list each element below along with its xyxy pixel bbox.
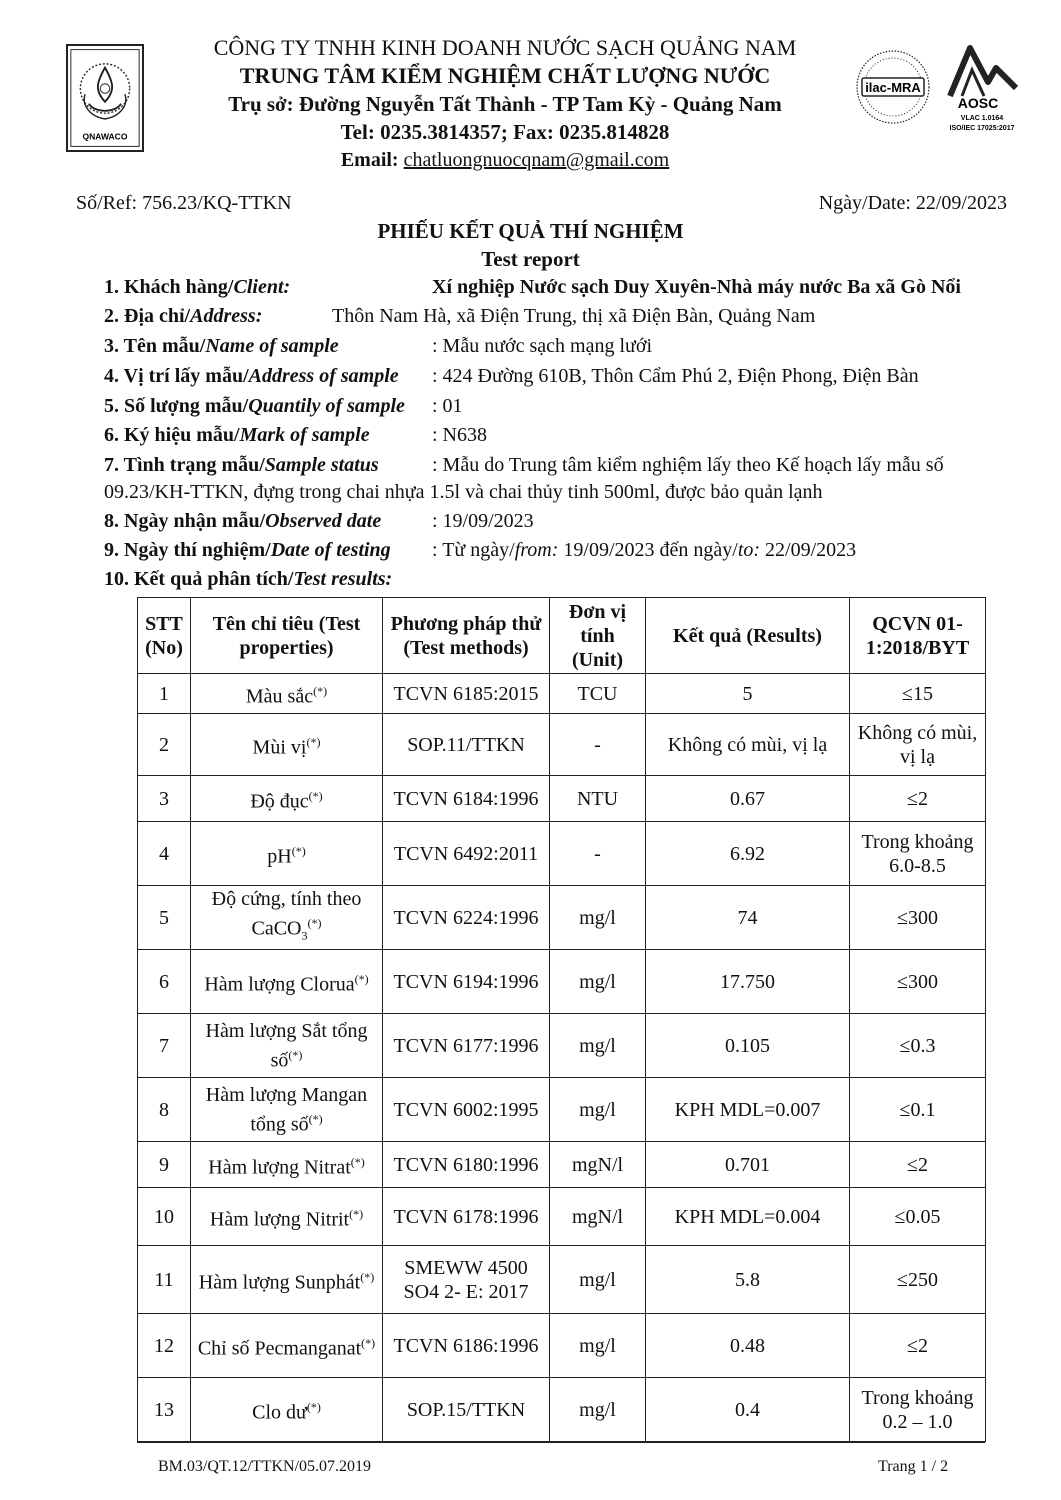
sample-name-value: : Mẫu nước sạch mạng lưới	[432, 335, 653, 357]
report-date: Ngày/Date: 22/09/2023	[818, 192, 1007, 214]
form-code: BM.03/QT.12/TTKN/05.07.2019	[158, 1458, 372, 1475]
cell-test-property	[191, 950, 383, 1014]
testing-to-label-en: to:	[737, 539, 761, 561]
cell-qcvn-limit: ≤15	[850, 674, 986, 714]
cell-result: 0.67	[646, 776, 850, 822]
header-test-properties: Tên chỉ tiêu (Test properties)	[191, 598, 383, 674]
cell-test-method: TCVN 6185:2015	[383, 674, 550, 714]
cell-test-method: TCVN 6002:1995	[383, 1078, 550, 1142]
cell-test-method: TCVN 6177:1996	[383, 1014, 550, 1078]
cell-qcvn-limit: ≤0.1	[850, 1078, 986, 1142]
cell-unit: mg/l	[550, 1378, 646, 1442]
table-row	[138, 886, 986, 950]
aosc-text: AOSC	[957, 95, 999, 111]
cell-unit: mg/l	[550, 950, 646, 1014]
cell-unit: TCU	[550, 674, 646, 714]
cell-unit: mg/l	[550, 1246, 646, 1314]
cell-test-method: SMEWW 4500 SO4 2- E: 2017	[383, 1246, 550, 1314]
cell-test-property	[191, 1378, 383, 1442]
cell-no: 3	[138, 776, 191, 822]
center-name: TRUNG TÂM KIỂM NGHIỆM CHẤT LƯỢNG NƯỚC	[239, 63, 771, 88]
cell-unit: mg/l	[550, 1314, 646, 1378]
testing-date-value	[432, 539, 856, 562]
testing-date-key-en: Date of testing	[270, 539, 391, 561]
logo-text: QNAWACO	[82, 131, 128, 142]
cell-test-method: TCVN 6492:2011	[383, 822, 550, 886]
testing-date-key: 9. Ngày thí nghiệm/	[104, 539, 271, 561]
sample-mark-value: : N638	[432, 424, 487, 446]
test-results-key: 10. Kết quả phân tích/	[104, 568, 294, 590]
address-key: 2. Địa chỉ/	[104, 305, 191, 327]
header-qcvn: QCVN 01-1:2018/BYT	[850, 598, 986, 674]
vlac-text: VLAC 1.0164	[960, 115, 1004, 122]
cell-no: 2	[138, 714, 191, 776]
email-label: Email:	[340, 149, 399, 171]
testing-from-label: : Từ ngày/	[432, 539, 515, 561]
sample-name-label	[104, 335, 339, 358]
cell-result: 0.48	[646, 1314, 850, 1378]
cell-no: 6	[138, 950, 191, 1014]
cell-result: 0.105	[646, 1014, 850, 1078]
cell-result: 5.8	[646, 1246, 850, 1314]
company-email	[160, 146, 850, 174]
cell-test-property	[191, 822, 383, 886]
cell-test-property	[191, 1014, 383, 1078]
cell-result: 17.750	[646, 950, 850, 1014]
header-test-methods: Phương pháp thử (Test methods)	[383, 598, 550, 674]
cell-test-method: TCVN 6184:1996	[383, 776, 550, 822]
qnawaco-logo	[66, 44, 144, 152]
report-title-en: Test report	[481, 247, 580, 271]
cell-qcvn-limit: ≤250	[850, 1246, 986, 1314]
sample-quantity-key-en: Quantily of sample	[248, 395, 405, 417]
client-value: Xí nghiệp Nước sạch Duy Xuyên-Nhà máy nước Ba xã Gò Nổi	[432, 276, 961, 298]
cell-qcvn-limit: ≤300	[850, 950, 986, 1014]
accredited-mark: (*)	[354, 971, 369, 986]
company-name: CÔNG TY TNHH KINH DOANH NƯỚC SẠCH QUẢNG NAM	[213, 35, 797, 60]
testing-from-label-en: from:	[514, 539, 559, 561]
test-property-name: Hàm lượng Sắt tổng số	[205, 1019, 368, 1072]
table-row	[138, 1188, 986, 1246]
iso-text: ISO/IEC 17025:2017	[949, 125, 1015, 132]
cell-test-method: TCVN 6194:1996	[383, 950, 550, 1014]
accredited-mark: (*)	[313, 683, 328, 698]
sample-mark-label	[104, 424, 370, 447]
cell-no: 9	[138, 1142, 191, 1188]
cell-qcvn-limit: ≤300	[850, 886, 986, 950]
sample-location-key: 4. Vị trí lấy mẫu/	[104, 365, 249, 387]
test-property-name: Màu sắc	[245, 685, 314, 708]
cell-unit: mg/l	[550, 886, 646, 950]
cell-qcvn-limit: ≤0.05	[850, 1188, 986, 1246]
table-row	[138, 1246, 986, 1314]
results-table	[137, 597, 986, 1442]
sample-location-key-en: Address of sample	[248, 365, 399, 387]
accredited-mark: (*)	[349, 1206, 364, 1221]
company-tel: Tel: 0235.3814357; Fax: 0235.814828	[340, 120, 670, 144]
header-unit: Đơn vị tính (Unit)	[550, 598, 646, 674]
cell-test-method: TCVN 6180:1996	[383, 1142, 550, 1188]
table-row	[138, 1378, 986, 1442]
email-link[interactable]: chatluongnuocqnam@gmail.com	[403, 149, 670, 171]
sample-location-label	[104, 365, 399, 388]
cell-test-property	[191, 1246, 383, 1314]
cell-qcvn-limit: ≤2	[850, 1314, 986, 1378]
subscript: 3	[301, 928, 308, 943]
cell-qcvn-limit: ≤2	[850, 1142, 986, 1188]
accredited-mark: (*)	[288, 1047, 303, 1062]
cell-result: KPH MDL=0.004	[646, 1188, 850, 1246]
sample-location-value: : 424 Đường 610B, Thôn Cẩm Phú 2, Điện Phong, Điện Bàn	[432, 365, 919, 387]
cell-test-method: SOP.11/TTKN	[383, 714, 550, 776]
accredited-mark: (*)	[291, 843, 306, 858]
address-key-en: Address:	[190, 305, 263, 327]
cell-result: 74	[646, 886, 850, 950]
cell-test-property	[191, 886, 383, 950]
ilac-mra-logo	[852, 46, 934, 128]
accredited-mark: (*)	[350, 1154, 365, 1169]
cell-no: 8	[138, 1078, 191, 1142]
sample-quantity-key: 5. Số lượng mẫu/	[104, 395, 249, 417]
cell-unit: mgN/l	[550, 1142, 646, 1188]
cell-qcvn-limit: ≤0.3	[850, 1014, 986, 1078]
testing-to-label: 19/09/2023 đến ngày/	[558, 539, 738, 561]
testing-to-value: 22/09/2023	[760, 539, 857, 561]
cell-test-method: TCVN 6178:1996	[383, 1188, 550, 1246]
cell-unit: -	[550, 714, 646, 776]
testing-date-label	[104, 539, 391, 562]
cell-no: 12	[138, 1314, 191, 1378]
accredited-mark: (*)	[308, 1111, 323, 1126]
header-results: Kết quả (Results)	[646, 598, 850, 674]
test-property-name: Hàm lượng Mangan tổng số	[205, 1083, 368, 1136]
page-number: Trang 1 / 2	[878, 1458, 949, 1475]
cell-no: 4	[138, 822, 191, 886]
cell-result: 5	[646, 674, 850, 714]
address-value: Thôn Nam Hà, xã Điện Trung, thị xã Điện Bàn, Quảng Nam	[332, 305, 816, 327]
sample-status-key-en: Sample status	[264, 454, 379, 476]
test-property-name: Clo dư	[252, 1401, 307, 1424]
accredited-mark: (*)	[361, 1335, 376, 1350]
test-property-name: Độ đục	[250, 790, 309, 813]
test-property-name: Hàm lượng Sunphát	[198, 1271, 361, 1294]
table-row	[138, 1142, 986, 1188]
test-property-name: pH	[267, 845, 292, 868]
test-results-label	[104, 568, 392, 591]
aosc-logo	[932, 42, 1028, 134]
cell-test-property	[191, 1314, 383, 1378]
sample-mark-key-en: Mark of sample	[239, 424, 370, 446]
observed-date-key: 8. Ngày nhận mẫu/	[104, 510, 266, 532]
observed-date-value: : 19/09/2023	[432, 510, 534, 532]
ilac-text: ilac-MRA	[865, 80, 921, 95]
cell-no: 13	[138, 1378, 191, 1442]
cell-unit: mg/l	[550, 1014, 646, 1078]
table-row	[138, 776, 986, 822]
cell-qcvn-limit: Trong khoảng 0.2 – 1.0	[850, 1378, 986, 1442]
table-header-row	[138, 598, 986, 674]
cell-result: Không có mùi, vị lạ	[646, 714, 850, 776]
company-address: Trụ sở: Đường Nguyễn Tất Thành - TP Tam Kỳ - Quảng Nam	[228, 92, 782, 116]
cell-no: 11	[138, 1246, 191, 1314]
table-row	[138, 1014, 986, 1078]
test-property-name: Hàm lượng Clorua	[204, 973, 355, 996]
sample-status-value-line1: : Mẫu do Trung tâm kiểm nghiệm lấy theo Kế hoạch lấy mẫu số	[432, 454, 944, 476]
cell-unit: mg/l	[550, 1078, 646, 1142]
accredited-mark: (*)	[308, 788, 323, 803]
table-row	[138, 950, 986, 1014]
table-row	[138, 674, 986, 714]
sample-mark-key: 6. Ký hiệu mẫu/	[104, 424, 240, 446]
cell-test-property	[191, 1188, 383, 1246]
test-property-name: Độ cứng, tính theo CaCO	[211, 888, 362, 940]
cell-test-property	[191, 714, 383, 776]
cell-test-method: SOP.15/TTKN	[383, 1378, 550, 1442]
sample-status-value-line2: 09.23/KH-TTKN, đựng trong chai nhựa 1.5l và chai thủy tinh 500ml, được bảo quản lạnh	[104, 481, 823, 503]
test-property-name: Hàm lượng Nitrit	[209, 1208, 350, 1231]
observed-date-key-en: Observed date	[265, 510, 382, 532]
test-property-name: Hàm lượng Nitrat	[208, 1156, 351, 1179]
cell-result: 0.701	[646, 1142, 850, 1188]
cell-test-method: TCVN 6186:1996	[383, 1314, 550, 1378]
test-property-name: Chỉ số Pecmanganat	[197, 1337, 362, 1360]
observed-date-label	[104, 510, 381, 533]
header	[160, 34, 850, 174]
cell-test-method: TCVN 6224:1996	[383, 886, 550, 950]
footer-divider	[137, 1442, 985, 1443]
address-label	[104, 305, 262, 328]
cell-test-property	[191, 1078, 383, 1142]
client-label	[104, 276, 290, 299]
header-stt: STT (No)	[138, 598, 191, 674]
cell-no: 5	[138, 886, 191, 950]
cell-result: 0.4	[646, 1378, 850, 1442]
table-row	[138, 1078, 986, 1142]
sample-quantity-label	[104, 395, 405, 418]
cell-no: 7	[138, 1014, 191, 1078]
report-title-vi: PHIẾU KẾT QUẢ THÍ NGHIỆM	[377, 219, 684, 243]
cell-no: 1	[138, 674, 191, 714]
reference-number: Số/Ref: 756.23/KQ-TTKN	[76, 192, 292, 214]
cell-test-property	[191, 1142, 383, 1188]
test-results-key-en: Test results:	[293, 568, 393, 590]
cell-test-property	[191, 776, 383, 822]
table-row	[138, 1314, 986, 1378]
accredited-mark: (*)	[306, 1399, 321, 1414]
client-key: 1. Khách hàng/	[104, 276, 234, 298]
test-property-name: Mùi vị	[252, 736, 307, 759]
accredited-mark: (*)	[360, 1269, 375, 1284]
sample-name-key-en: Name of sample	[205, 335, 339, 357]
cell-unit: NTU	[550, 776, 646, 822]
client-key-en: Client:	[233, 276, 291, 298]
table-row	[138, 822, 986, 886]
sample-status-key: 7. Tình trạng mẫu/	[104, 454, 265, 476]
sample-name-key: 3. Tên mẫu/	[104, 335, 206, 357]
sample-status-label	[104, 454, 379, 477]
cell-no: 10	[138, 1188, 191, 1246]
cell-result: 6.92	[646, 822, 850, 886]
accredited-mark: (*)	[307, 916, 322, 931]
table-row	[138, 714, 986, 776]
cell-qcvn-limit: Trong khoảng 6.0-8.5	[850, 822, 986, 886]
cell-qcvn-limit: Không có mùi, vị lạ	[850, 714, 986, 776]
cell-result: KPH MDL=0.007	[646, 1078, 850, 1142]
cell-unit: mgN/l	[550, 1188, 646, 1246]
cell-unit: -	[550, 822, 646, 886]
cell-test-property	[191, 674, 383, 714]
cell-qcvn-limit: ≤2	[850, 776, 986, 822]
sample-quantity-value: : 01	[432, 395, 463, 417]
accredited-mark: (*)	[306, 734, 321, 749]
